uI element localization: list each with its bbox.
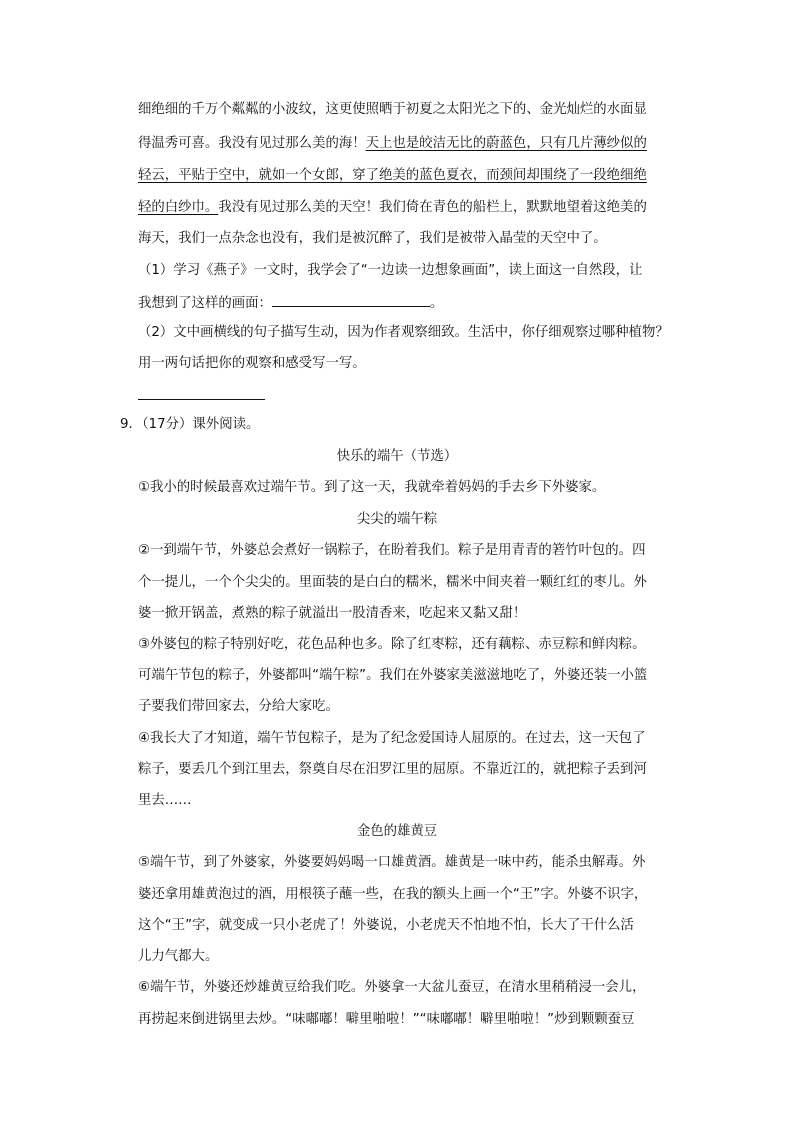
paragraph-3-line: 可端午节包的粽子，外婆都叫“端午粽”。我们在外婆家美滋滋地吃了，外婆还装一小篮	[138, 668, 648, 683]
passage-line-5: 海天，我们一点杂念也没有，我们是被沉醉了，我们是被带入晶莹的天空中了。	[138, 231, 607, 246]
question-2-line-2: 用一两句话把你的观察和感受写一写。	[138, 356, 366, 371]
question-9-header: 9．（17分）课外阅读。	[120, 417, 260, 432]
paragraph-1: ①我小的时候最喜欢过端午节。到了这一天，我就牵着妈妈的手去乡下外婆家。	[138, 480, 606, 495]
question-text-end: 。	[429, 296, 444, 311]
question-1-line-1: （1）学习《燕子》一文时，我学会了“一边读一边想象画面”，读上面这一自然段，让	[138, 263, 643, 278]
passage-line-3	[138, 166, 647, 186]
paragraph-3-line: 子要我们带回家去，分给大家吃。	[138, 699, 339, 714]
passage-text: 得温秀可喜。我没有见过那么美的海！	[138, 136, 366, 151]
question-2-line-1: （2）文中画横线的句子描写生动，因为作者观察细致。生活中，你仔细观察过哪种植物？	[138, 325, 669, 340]
paragraph-5-line: 这个“王”字，就变成一只小老虎了！外婆说，小老虎天不怕地不怕，长大了干什么活	[138, 918, 634, 933]
passage-line-2	[138, 134, 647, 154]
paragraph-5-line: 儿力气都大。	[138, 949, 219, 964]
question-1-line-2	[138, 292, 443, 314]
passage-line-4	[138, 198, 647, 218]
passage-text: 我没有见过那么美的天空！我们倚在青色的船栏上，默默地望着这绝美的	[218, 200, 647, 215]
paragraph-5-line: 婆还拿用雄黄泡过的酒，用根筷子蘸一些，在我的额头上画一个“王”字。外婆不识字，	[138, 887, 648, 902]
paragraph-4-line: 粽子，要丢几个到江里去，祭奠自尽在汨罗江里的屈原。不靠近江的，就把粽子丢到河	[138, 762, 647, 777]
paragraph-2-line: 个一提儿，一个个尖尖的。里面装的是白白的糯米，糯米中间夹着一颗红红的枣儿。外	[138, 575, 647, 590]
underlined-sentence: 轻的白纱巾。	[138, 200, 219, 215]
question-text: 我想到了这样的画面：	[138, 296, 272, 311]
paragraph-6-line: ⑥端午节，外婆还炒雄黄豆给我们吃。外婆拿一大盆儿蚕豆，在清水里稍稍浸一会儿，	[138, 980, 646, 995]
paragraph-5-line: ⑤端午节，到了外婆家，外婆要妈妈喝一口雄黄酒。雄黄是一味中药，能杀虫解毒。外	[138, 855, 646, 870]
paragraph-2-line: 婆一掀开锅盖，煮熟的粽子就溢出一股清香来，吃起来又黏又甜！	[138, 606, 527, 621]
section-subtitle-2: 金色的雄黄豆	[356, 824, 438, 839]
section-subtitle-1: 尖尖的端午粽	[356, 512, 438, 527]
article-title: 快乐的端午（节选）	[336, 449, 458, 464]
paragraph-4-line: ④我长大了才知道，端午节包粽子，是为了纪念爱国诗人屈原的。在过去，这一天包了	[138, 731, 646, 746]
underlined-sentence: 天上也是皎洁无比的蔚蓝色，只有几片薄纱似的	[365, 136, 647, 151]
paragraph-2-line: ②一到端午节，外婆总会煮好一锅粽子，在盼着我们。粽子是用青青的箬竹叶包的。四	[138, 543, 646, 558]
paragraph-4-line: 里去……	[138, 793, 192, 808]
answer-blank[interactable]	[272, 292, 430, 307]
paragraph-6-line: 再捞起来倒进锅里去炒。“味嘟嘟！噼里啪啦！”“味嘟嘟！噼里啪啦！”炒到颗颗蚕豆	[138, 1012, 635, 1027]
answer-line[interactable]	[138, 399, 265, 400]
passage-line-1: 细绝细的千万个粼粼的小波纹，这更使照晒于初夏之太阳光之下的、金光灿烂的水面显	[138, 102, 647, 117]
paragraph-3-line: ③外婆包的粽子特别好吃，花色品种也多。除了红枣粽，还有藕粽、赤豆粽和鲜肉粽。	[138, 637, 646, 652]
underlined-sentence: 轻云，平贴于空中，就如一个女郎，穿了绝美的蓝色夏衣，而颈间却围绕了一段绝细绝	[138, 168, 647, 183]
